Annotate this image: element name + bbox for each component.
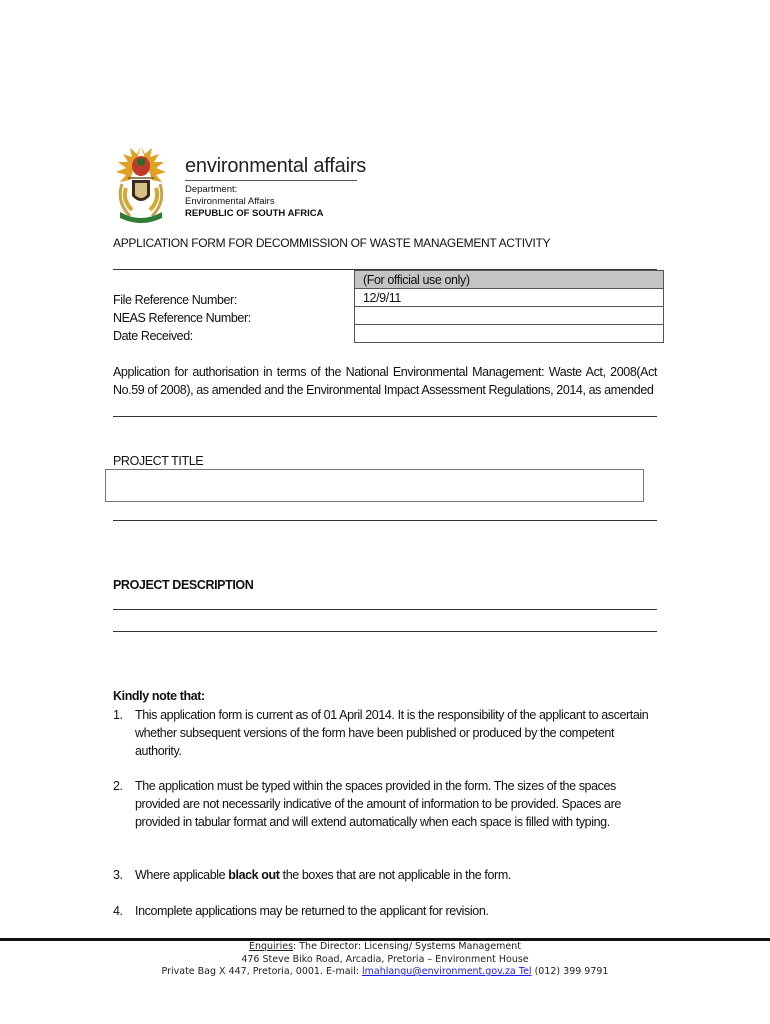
department-block [185,184,323,220]
note-item-4 [113,902,658,920]
note-text-bold: black out [228,868,280,882]
note-text: Incomplete applications may be returned to the applicant for revision. [135,904,489,918]
notes-heading: Kindly note that: [113,689,205,703]
date-received-field[interactable] [355,325,664,343]
official-use-table [354,270,664,343]
department-name: Environmental Affairs [185,196,275,207]
note-number: 1. [113,708,123,722]
note-text: The application must be typed within the spaces provided in the form. The sizes of the spaces provided are not necessarily indicative of the amount of information to be provided. Spaces are provided in tabular format and will extend automatically when each space is filled with typing. [135,779,621,829]
official-use-heading: (For official use only) [355,271,664,289]
footer [0,941,770,979]
neas-reference-field[interactable] [355,307,664,325]
note-number: 4. [113,904,123,918]
enquiries-text: : The Director: Licensing/ Systems Management [293,941,522,952]
enquiries-label: Enquiries [248,941,294,952]
intro-paragraph: Application for authorisation in terms of the National Environmental Management: Waste Act, 2008(Act No.59 of 2008), as amended and the Environmental Impact Assessment Regulations, 2014, as amended [113,365,657,397]
description-line-1[interactable] [113,609,657,610]
note-text [135,866,658,884]
file-reference-label: File Reference Number: [113,293,237,307]
neas-reference-label: NEAS Reference Number: [113,311,251,325]
intro-underline [113,416,657,417]
logo-title: environmental affairs [185,155,367,177]
note-text-part: the boxes that are not applicable in the form. [279,868,511,882]
email-link[interactable]: lmahlangu@environment.gov.za Tel [362,966,532,977]
project-title-input[interactable] [105,469,644,502]
note-item-1 [113,706,658,760]
coat-of-arms-icon [112,144,170,224]
footer-address: 476 Steve Biko Road, Arcadia, Pretoria – Environment House [241,953,529,965]
form-title: APPLICATION FORM FOR DECOMMISSION OF WASTE MANAGEMENT ACTIVITY [113,236,551,250]
project-title-rule [113,520,657,521]
phone-text: (012) 399 9791 [531,966,609,977]
note-number: 3. [113,868,123,882]
note-item-2 [113,777,658,831]
footer-enquiries [0,941,770,954]
project-title-label: PROJECT TITLE [113,454,204,468]
description-line-2[interactable] [113,631,657,632]
date-received-label: Date Received: [113,329,193,343]
country-name: REPUBLIC OF SOUTH AFRICA [185,208,324,219]
project-description-label: PROJECT DESCRIPTION [113,578,254,592]
file-reference-field[interactable]: 12/9/11 [355,289,664,307]
note-text-part: Where applicable [135,868,229,882]
logo-divider [185,180,357,181]
footer-contact [0,966,770,979]
postal-text: Private Bag X 447, Pretoria, 0001. E-mail: [161,966,363,977]
department-label: Department: [185,184,238,195]
note-text: This application form is current as of 01 April 2014. It is the responsibility of the applicant to ascertain whether subsequent versions of the form have been published or produced by the competent authority. [135,708,649,758]
official-labels [113,291,251,345]
note-number: 2. [113,779,123,793]
note-item-3 [113,866,658,884]
